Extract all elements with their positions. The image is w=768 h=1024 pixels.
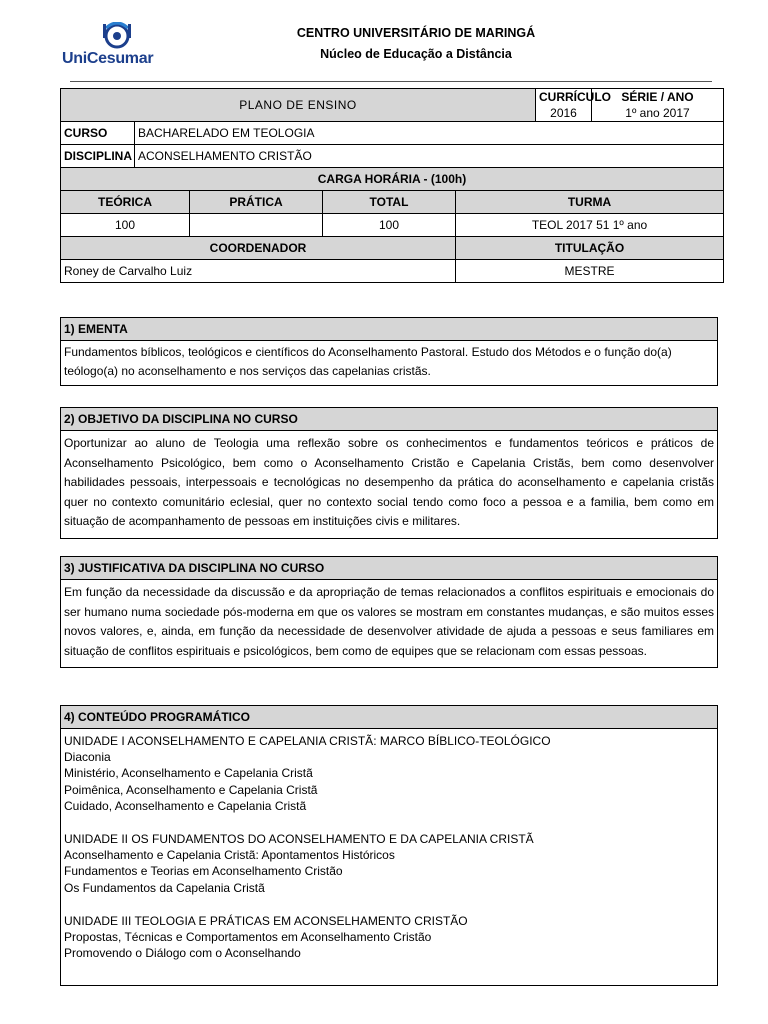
curriculo-label: CURRÍCULO [539, 90, 611, 104]
coordenador-label: COORDENADOR [61, 237, 456, 260]
justificativa-text: Em função da necessidade da discussão e da apropriação de temas relacionados a conflitos espirituais e emocionais do ser humano numa sociedade pós-moderna em que os valores se mostram em constantes mudanças, e são muitos esses novos valores, e, ainda, em função da necessidade de desenvolver atividade de ajuda a pessoas e seus familiares em situação de conflitos espirituais e psicológicos, bem como de equipes que se relacionam com essas pessoas. [64, 585, 714, 658]
titulacao-label: TITULAÇÃO [456, 237, 724, 260]
disciplina-label: DISCIPLINA [61, 145, 135, 168]
total-label: TOTAL [323, 191, 456, 214]
curso-label: CURSO [61, 122, 135, 145]
unit-3-item: Propostas, Técnicas e Comportamentos em Aconselhamento Cristão [64, 930, 432, 945]
curriculo-value: 2016 [550, 106, 577, 120]
serie-label: SÉRIE / ANO [621, 90, 694, 104]
pratica-label: PRÁTICA [190, 191, 323, 214]
conteudo-section [60, 705, 718, 986]
unit-3-item: Promovendo o Diálogo com o Aconselhando [64, 946, 301, 961]
plan-title: PLANO DE ENSINO [61, 89, 536, 122]
objetivo-text: Oportunizar ao aluno de Teologia uma reflexão sobre os conhecimentos e fundamentos teóricos e práticos de Aconselhamento Psicológico, bem como o Aconselhamento Cristão e Capelania Cristãs, bem como desenvolver habilidades pessoais, interpessoais e tecnológicas no desempenho da prática do aconselhamento e capelania cristãs quer no contexto comunitário eclesial, quer no contexto social tendo como foco a pessoa e a familia, bem como em situação de acompanhamento de pessoas em instituições civis e militares. [64, 436, 714, 528]
justificativa-title: 3) JUSTIFICATIVA DA DISCIPLINA NO CURSO [61, 557, 717, 580]
curriculo-cell [536, 89, 611, 122]
serie-value: 1º ano 2017 [625, 106, 690, 120]
logo-emblem-icon [103, 23, 131, 47]
disciplina-value: ACONSELHAMENTO CRISTÃO [135, 145, 724, 168]
total-value: 100 [323, 214, 456, 237]
ementa-section [60, 317, 718, 386]
conteudo-title: 4) CONTEÚDO PROGRAMÁTICO [61, 706, 717, 729]
justificativa-section [60, 556, 718, 668]
objetivo-title: 2) OBJETIVO DA DISCIPLINA NO CURSO [61, 408, 717, 431]
institution-unit: Núcleo de Educação a Distância [320, 47, 512, 61]
turma-value: TEOL 2017 51 1º ano [456, 214, 724, 237]
turma-label: TURMA [456, 191, 724, 214]
logo-text: UniCesumar [62, 50, 154, 67]
plan-header-table [60, 88, 724, 283]
unit-1-heading: UNIDADE I ACONSELHAMENTO E CAPELANIA CRISTÃ: MARCO BÍBLICO-TEOLÓGICO [64, 734, 551, 748]
unit-2-item: Aconselhamento e Capelania Cristã: Apontamentos Históricos [64, 848, 395, 863]
unit-1-item: Diaconia [64, 750, 111, 765]
unit-1-item: Cuidado, Aconselhamento e Capelania Cristã [64, 798, 307, 813]
institution-name: CENTRO UNIVERSITÁRIO DE MARINGÁ [296, 26, 536, 40]
unit-2-item: Fundamentos e Teorias em Aconselhamento Cristão [64, 864, 343, 879]
ementa-text: Fundamentos bíblicos, teológicos e científicos do Aconselhamento Pastoral. Estudo dos Métodos e o função do(a) teólogo(a) no aconselhamento e nos serviços das capelanias cristãs. [64, 345, 672, 378]
objetivo-section [60, 407, 718, 539]
unit-2-heading: UNIDADE II OS FUNDAMENTOS DO ACONSELHAMENTO E DA CAPELANIA CRISTÃ [64, 832, 534, 847]
unit-3-heading: UNIDADE III TEOLOGIA E PRÁTICAS EM ACONSELHAMENTO CRISTÃO [64, 913, 468, 928]
pratica-value [190, 214, 323, 237]
teorica-label: TEÓRICA [61, 191, 190, 214]
coordenador-value: Roney de Carvalho Luiz [61, 260, 456, 283]
unit-2-item: Os Fundamentos da Capelania Cristã [64, 880, 265, 895]
unit-1-item: Ministério, Aconselhamento e Capelania Cristã [64, 766, 313, 781]
unit-1-item: Poimênica, Aconselhamento e Capelania Cristã [64, 782, 318, 797]
titulacao-value: MESTRE [456, 260, 724, 283]
conteudo-body [61, 729, 717, 967]
teorica-value: 100 [61, 214, 190, 237]
ementa-title: 1) EMENTA [61, 318, 717, 341]
curso-value: BACHARELADO EM TEOLOGIA [135, 122, 724, 145]
header-divider [70, 81, 712, 82]
serie-cell [592, 89, 724, 122]
carga-horaria-label: CARGA HORÁRIA - (100h) [61, 168, 724, 191]
